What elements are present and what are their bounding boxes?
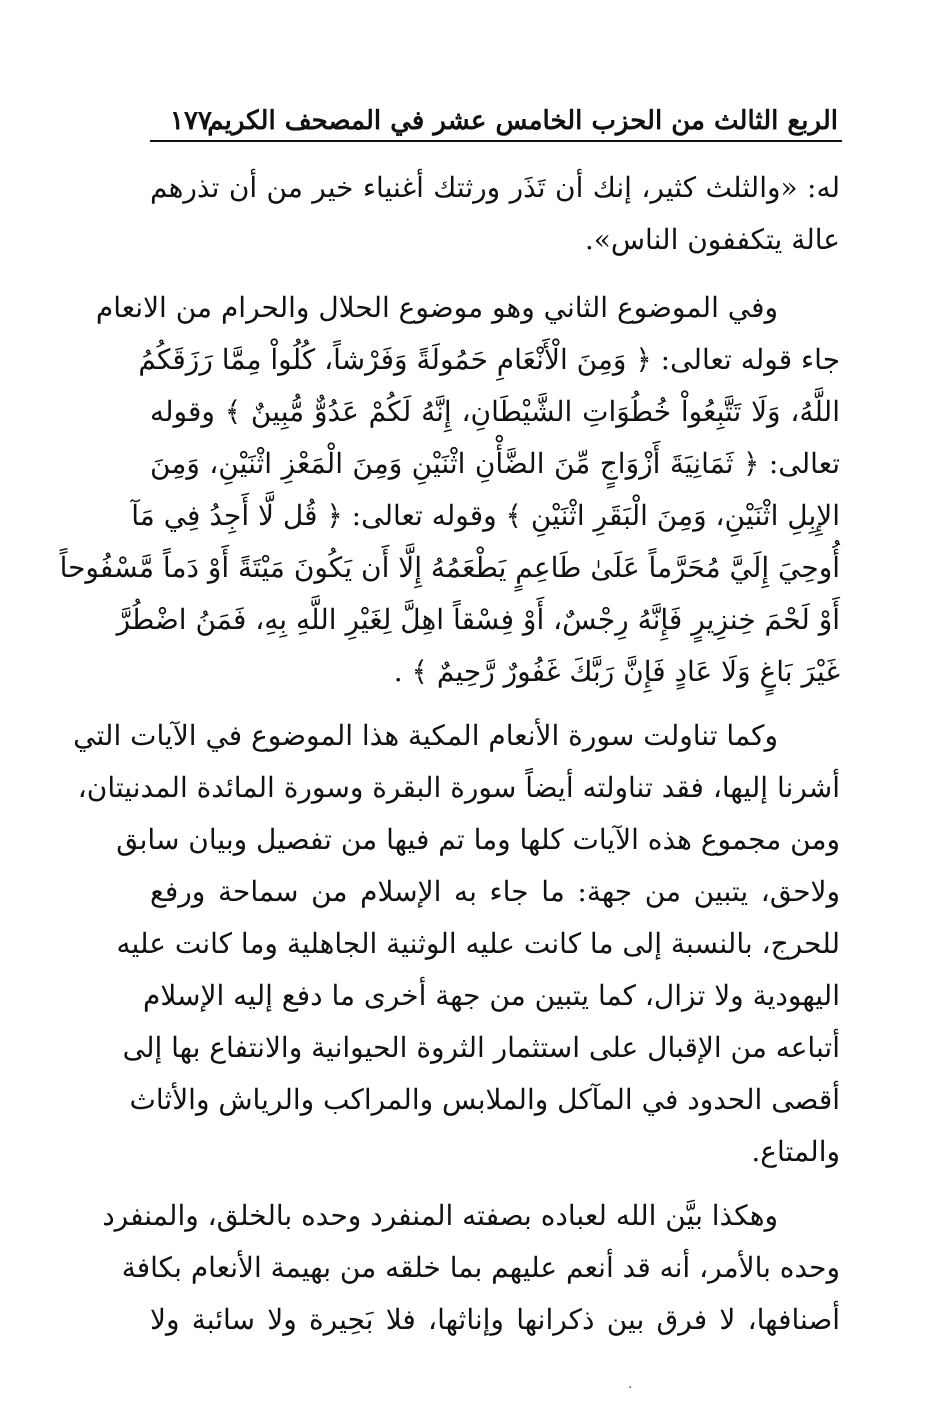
text-line: والمتاع.: [751, 1135, 840, 1168]
page-header: [150, 102, 842, 142]
quran-verse-line: اللَّهُ، وَلَا تَتَّبِعُواْ خُطُوَاتِ الشَّيْطَانِ، إِنَّهُ لَكُمْ عَدُوٌّ مُّبِينٌ ﴾ وقوله: [150, 395, 840, 428]
text-line: ومن مجموع هذه الآيات كلها وما تم فيها من تفصيل وبيان سابق: [116, 823, 840, 856]
text-line: للحرج، بالنسبة إلى ما كانت عليه الوثنية الجاهلية وما كانت عليه: [116, 927, 840, 960]
text-line: أتباعه من الإقبال على استثمار الثروة الحيوانية والانتفاع بها إلى: [122, 1031, 840, 1064]
text-line: وفي الموضوع الثاني وهو موضوع الحلال والحرام من الانعام: [95, 291, 778, 324]
text-line: أصنافها، لا فرق بين ذكرانها وإناثها، فلا بَحِيرة ولا سائبة ولا: [150, 1303, 840, 1336]
running-title: الربع الثالث من الحزب الخامس عشر في المصحف الكريم: [207, 106, 838, 136]
paragraph-4: [102, 1190, 840, 1346]
text-line: اليهودية ولا تزال، كما يتبين من جهة أخرى ما دفع إليه الإسلام: [142, 979, 840, 1012]
quran-verse-line: غَيْرَ بَاغٍ وَلَا عَادٍ فَإِنَّ رَبَّكَ غَفُورٌ رَّحِيمٌ ﴾ .: [393, 655, 840, 688]
text-line: أقصى الحدود في المآكل والملابس والمراكب والرياش والأثاث: [129, 1083, 840, 1116]
paragraph-3: [73, 710, 840, 1178]
quran-verse-line: الإِبِلِ اثْنَيْنِ، وَمِنَ الْبَقَرِ اثْنَيْنِ ﴾ وقوله تعالى: ﴿ قُل لَّا أَجِدُ فِي مَآ: [131, 499, 840, 532]
text-line: له: «والثلث كثير، إنك أن تَذَر ورثتك أغنياء خير من أن تذرهم: [150, 171, 840, 204]
quran-verse-line: جاء قوله تعالى: ﴿ وَمِنَ الْأَنْعَامِ حَمُولَةً وَفَرْشاً، كُلُواْ مِمَّا رَزَقَكُمُ: [138, 343, 840, 376]
paragraph-1: [150, 162, 840, 266]
page-number: ١٧٧: [170, 106, 212, 136]
text-line: وكما تناولت سورة الأنعام المكية هذا الموضوع في الآيات التي: [73, 719, 778, 752]
text-line: أشرنا إليها، فقد تناولته أيضاً سورة البقرة وسورة المائدة المدنيتان،: [77, 771, 840, 804]
text-line: ولاحق، يتبين من جهة: ما جاء به الإسلام من سماحة ورفع: [150, 875, 840, 908]
quran-verse-line: أَوْ لَحْمَ خِنزِيرٍ فَإِنَّهُ رِجْسٌ، أَوْ فِسْقاً اهِلَّ لِغَيْرِ اللَّهِ بِهِ، فَمَنُ اضْطُرَّ: [116, 603, 840, 636]
paragraph-2: [59, 282, 840, 698]
quran-verse-line: تعالى: ﴿ ثَمَانِيَةَ أَزْوَاجٍ مِّنَ الضَّأْنِ اثْنَيْنِ وَمِنَ الْمَعْزِ اثْنَيْنِ، وَمِنَ: [150, 447, 840, 480]
quran-verse-line: أُوحِيَ إِلَيَّ مُحَرَّماً عَلَىٰ طَاعِمٍ يَطْعَمُهُ إِلَّا أَن يَكُونَ مَيْتَةً أَوْ دَماً مَّسْفُوحاً: [59, 551, 840, 584]
text-line: وحده بالأمر، أنه قد أنعم عليهم بما خلقه من بهيمة الأنعام بكافة: [121, 1251, 840, 1284]
scan-mark: ·: [628, 1380, 633, 1396]
text-line: عالة يتكففون الناس».: [584, 223, 840, 256]
body-text: [59, 162, 840, 1346]
text-line: وهكذا بيَّن الله لعباده بصفته المنفرد وحده بالخلق، والمنفرد: [102, 1199, 778, 1232]
